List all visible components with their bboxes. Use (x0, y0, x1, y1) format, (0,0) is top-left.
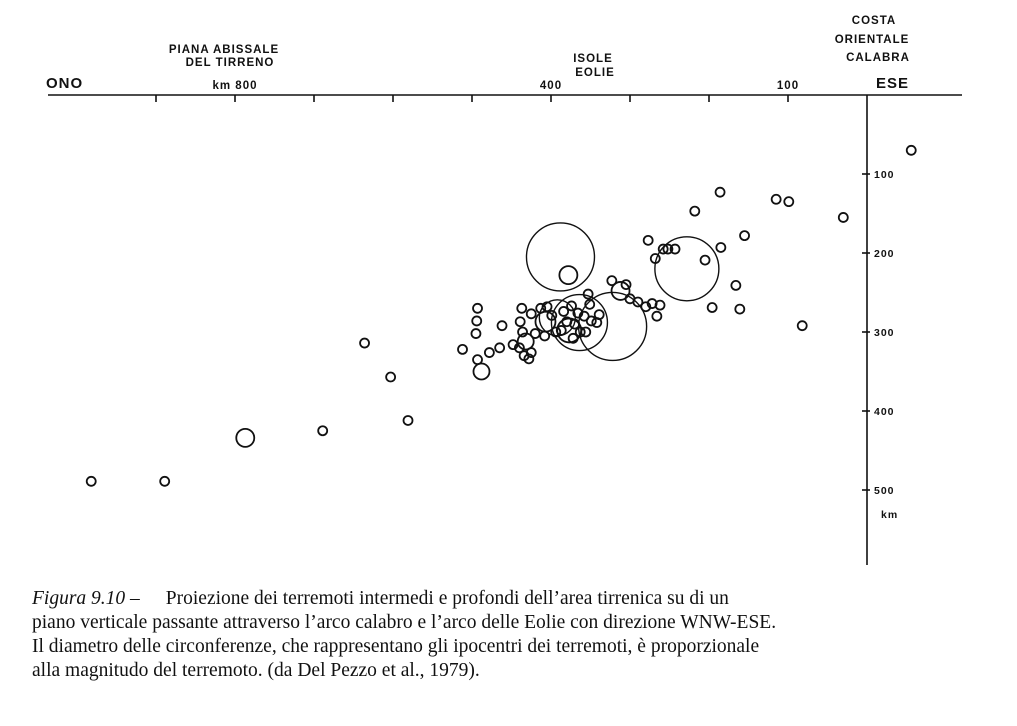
hypocenter-point (495, 343, 504, 352)
hypocenter-point (485, 348, 494, 357)
hypocenter-point (708, 303, 717, 312)
hypocenter-point (644, 236, 653, 245)
piana-label-line2: DEL TIRRENO (185, 57, 275, 69)
hypocenter-point (531, 329, 540, 338)
x-tick-label: 100 (776, 80, 800, 92)
hypocenter-point (386, 373, 395, 382)
piana-label-line1: PIANA ABISSALE (168, 44, 280, 56)
hypocenter-point (559, 266, 577, 284)
figure-caption (32, 587, 982, 683)
y-tick-label: 400 (874, 406, 895, 418)
hypocenter-point (516, 317, 525, 326)
hypocenter-points (87, 146, 916, 486)
hypocenter-point (612, 282, 630, 300)
isole-label-line2: EOLIE (575, 67, 615, 79)
x-ticks (156, 80, 799, 102)
x-tick-label: 400 (539, 80, 563, 92)
hypocenter-point (471, 329, 480, 338)
hypocenter-point (473, 364, 489, 380)
hypocenter-point (584, 290, 593, 299)
caption-line1-text: Proiezione dei terremoti intermedi e profondi dell’area tirrenica su di un (165, 588, 729, 609)
costa-label-line3: CALABRA (846, 52, 910, 64)
hypocenter-point (839, 213, 848, 222)
hypocenter-point (458, 345, 467, 354)
hypocenter-point (772, 195, 781, 204)
hypocenter-point (716, 243, 725, 252)
hypocenter-point (716, 188, 725, 197)
costa-label-line1: COSTA (851, 15, 897, 27)
hypocenter-point (731, 281, 740, 290)
hypocenter-point (907, 146, 916, 155)
right-direction-label: ESE (876, 75, 910, 92)
left-direction-label: ONO (46, 75, 84, 92)
hypocenter-point (318, 426, 327, 435)
hypocenter-point (360, 339, 369, 348)
hypocenter-point (498, 321, 507, 330)
hypocenter-point (160, 477, 169, 486)
y-tick-label: 100 (874, 169, 895, 181)
x-tick-label: km 800 (212, 80, 258, 92)
caption-line-4: alla magnitudo del terremoto. (da Del Pezzo et al., 1979). (32, 660, 480, 681)
hypocenter-point (518, 328, 527, 337)
hypocenter-point (472, 316, 481, 325)
isole-label-line1: ISOLE (573, 53, 613, 65)
hypocenter-point (581, 328, 590, 337)
caption-line-1 (32, 587, 982, 611)
hypocenter-point (517, 304, 526, 313)
hypocenter-point (740, 231, 749, 240)
caption-line-2: piano verticale passante attraverso l’arco calabro e l’arco delle Eolie con direzione WNW-ESE. (32, 612, 777, 633)
hypocenter-point (527, 309, 536, 318)
hypocenter-point (236, 429, 254, 447)
hypocenter-point (798, 321, 807, 330)
hypocenter-point (652, 312, 661, 321)
hypocenter-point (87, 477, 96, 486)
hypocenter-point (690, 207, 699, 216)
hypocenter-point (784, 197, 793, 206)
hypocenter-point (404, 416, 413, 425)
depth-unit-label: km (881, 509, 899, 521)
costa-label-line2: ORIENTALE (834, 34, 910, 46)
hypocenter-point (655, 237, 719, 301)
caption-figure-label: Figura 9.10 – (32, 588, 140, 609)
y-tick-label: 500 (874, 485, 895, 497)
y-tick-label: 200 (874, 248, 895, 260)
hypocenter-point (701, 256, 710, 265)
hypocenter-point (579, 292, 647, 360)
caption-line-3: Il diametro delle circonferenze, che rappresentano gli ipocentri dei terremoti, è proporzionale (32, 636, 760, 657)
hypocenter-point (473, 304, 482, 313)
hypocenter-point (473, 355, 482, 364)
y-tick-label: 300 (874, 327, 895, 339)
hypocenter-point (735, 305, 744, 314)
